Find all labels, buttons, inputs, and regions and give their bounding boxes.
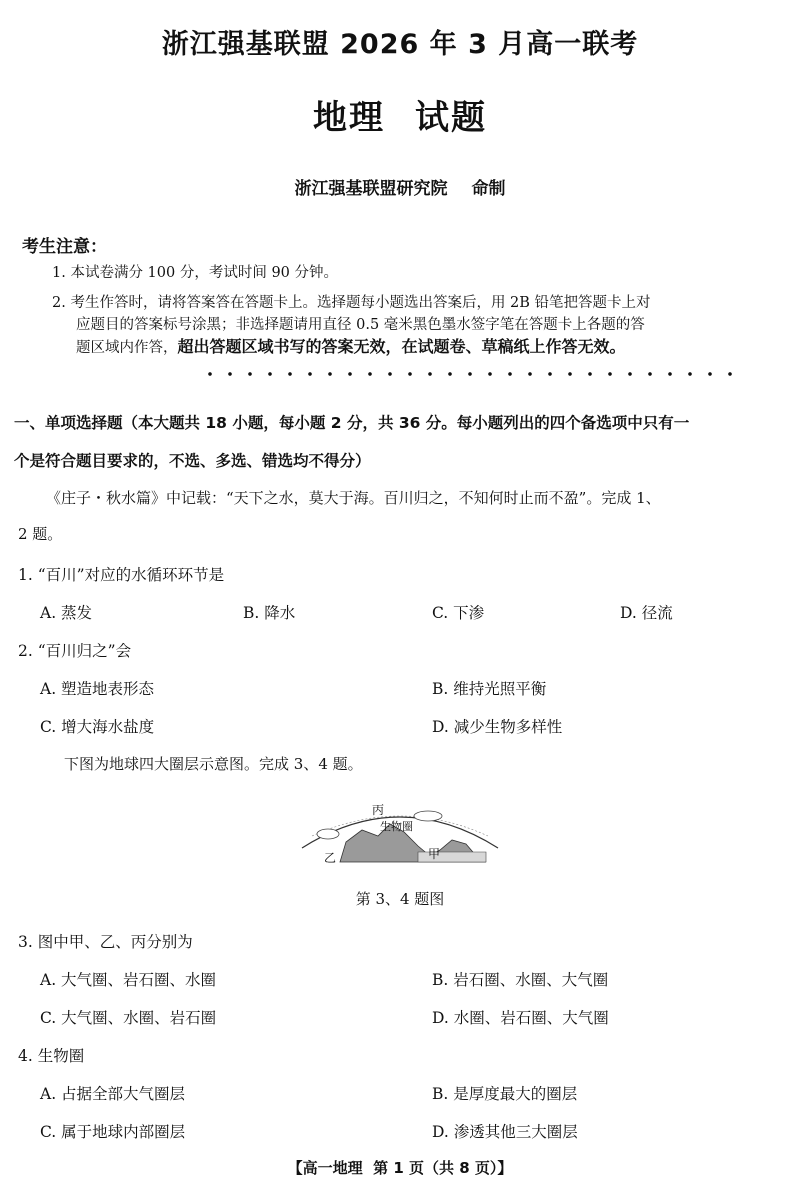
question-3-option-b: B. 岩石圈、水圈、大气圈 [432,971,609,989]
question-1-option-a: A. 蒸发 [40,604,93,622]
question-4-stem: 4. 生物圈 [18,1047,85,1065]
question-1-stem: 1. “百川”对应的水循环环节是 [18,566,225,584]
subject-suffix: 试题 [415,98,487,138]
subject-title [0,90,800,139]
section-heading-line-2: 个是符合题目要求的，不选、多选、错选均不得分） [14,452,371,470]
notice-item-1: 1. 本试卷满分 100 分，考试时间 90 分钟。 [52,265,339,281]
question-1-option-c: C. 下渗 [432,604,485,622]
notice-title: 考生注意： [22,237,107,257]
maker-name: 浙江强基联盟研究院 [294,179,448,199]
question-2-option-d: D. 减少生物多样性 [432,718,563,736]
question-4-option-b: B. 是厚度最大的圈层 [432,1085,578,1103]
question-3-option-c: C. 大气圈、水圈、岩石圈 [40,1009,217,1027]
earth-spheres-figure [300,800,500,870]
question-2-option-b: B. 维持光照平衡 [432,680,547,698]
section-heading [14,404,794,480]
exam-title: 浙江强基联盟 2026 年 3 月高一联考 [161,29,639,60]
question-4-option-a: A. 占据全部大气圈层 [40,1085,186,1103]
question-3-stem: 3. 图中甲、乙、丙分别为 [18,933,193,951]
label-bing: 丙 [372,803,385,817]
figure-caption: 第 3、4 题图 [355,890,445,908]
question-2-option-a: A. 塑造地表形态 [40,680,155,698]
notice-item-2-line-2: 应题目的答案标号涂黑；非选择题请用直径 0.5 毫米黑色墨水签字笔在答题卡上各题的答 [76,317,645,333]
footer-subject: 【高一地理 [287,1159,363,1177]
question-2-option-c: C. 增大海水盐度 [40,718,155,736]
question-4-option-d: D. 渗透其他三大圈层 [432,1123,578,1141]
label-jia: 甲 [428,847,441,861]
passage-2: 下图为地球四大圈层示意图。完成 3、4 题。 [64,755,363,773]
subject-name: 地理 [313,98,385,138]
label-biosphere: 生物圈 [380,820,413,833]
question-2-stem: 2. “百川归之”会 [18,642,132,660]
exam-maker [0,174,800,199]
maker-suffix: 命制 [471,179,506,199]
notice-emphasis: 超出答题区域书写的答案无效，在试题卷、草稿纸上作答无效。 [177,337,626,356]
cloud-shape-right [414,811,442,821]
label-yi: 乙 [324,851,337,865]
page-footer [0,1157,800,1178]
question-1-option-b: B. 降水 [243,604,296,622]
question-3-option-a: A. 大气圈、岩石圈、水圈 [40,971,217,989]
passage-1-line-2: 2 题。 [18,525,63,543]
notice-item-2-line-3-text: 题区域内作答， [76,340,178,356]
question-1-option-d: D. 径流 [620,604,673,622]
footer-page-number: 第 1 页（共 8 页）】 [373,1159,513,1177]
notice-item-2-line-3 [52,336,792,359]
question-3-option-d: D. 水圈、岩石圈、大气圈 [432,1009,609,1027]
cloud-shape-left [317,829,339,839]
emphasis-dots [200,370,745,378]
passage-1-line-1: 《庄子・秋水篇》中记载：“天下之水，莫大于海。百川归之，不知何时止而不盈”。完成 1、 [46,489,661,507]
notice-item-2 [52,292,792,359]
section-heading-line-1: 一、单项选择题（本大题共 18 小题，每小题 2 分，共 36 分。每小题列出的四个备选项中只有一 [14,414,690,432]
question-4-option-c: C. 属于地球内部圈层 [40,1123,186,1141]
notice-item-2-line-1: 2. 考生作答时，请将答案答在答题卡上。选择题每小题选出答案后，用 2B 铅笔把答题卡上对 [52,295,651,311]
